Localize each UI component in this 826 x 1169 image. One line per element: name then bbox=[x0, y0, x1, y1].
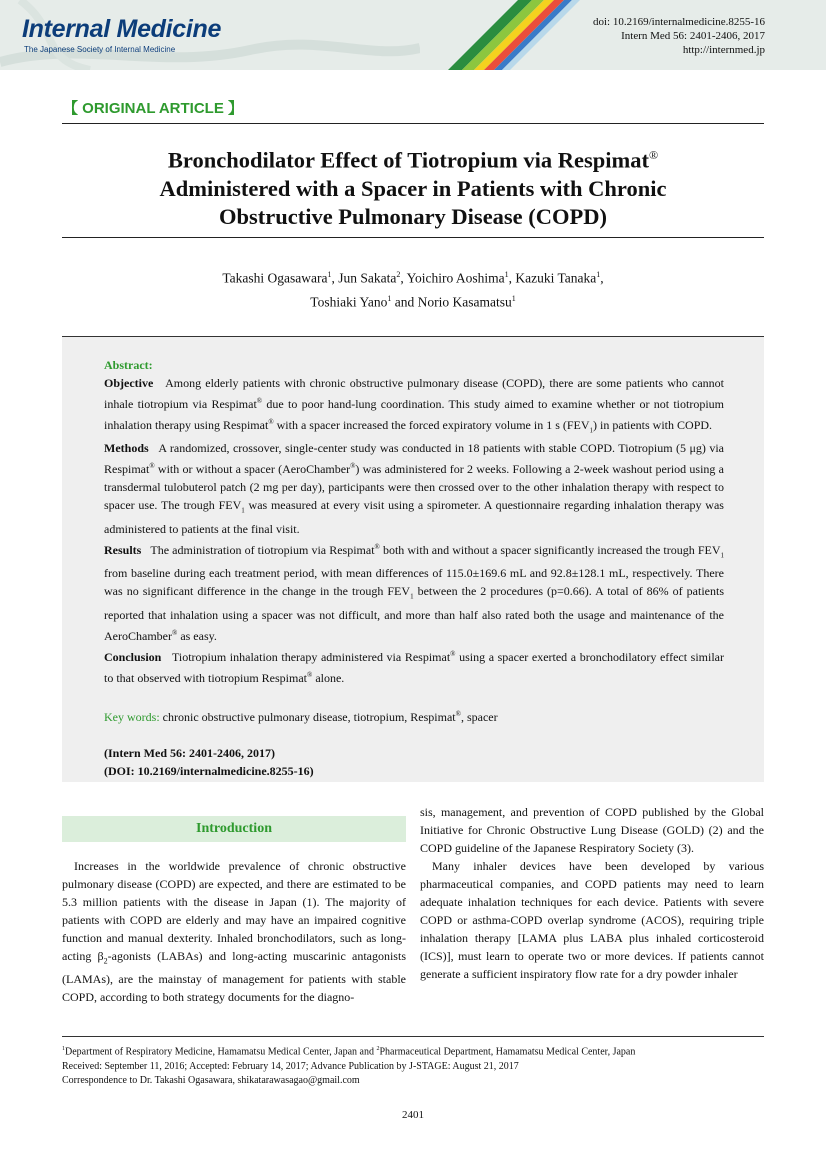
abstract-methods: Methods A randomized, crossover, single-center study was conducted in 18 patients with stable COPD. Tiotropium (5 μg) via Respimat® with or without a spacer (AeroChamber®) was administered for 2 weeks. Following a 2-week washout period using a transdermal tulobuterol patch (2 mg per day), participants were then crossed over to the other inhalation therapy with respect to spacer use. The trough $FEV_1$ was measured at every visit using a spirometer. A questionnaire regarding inhalation therapy was administered to patients at the final visit. bbox=[104, 441, 725, 536]
affiliations: $^1$Department of Respiratory Medicine, Hamamatsu Medical Center, Japan and $^2$Pharmaceutical Department, Hamamatsu Medical Center, Japan bbox=[62, 1046, 636, 1058]
author-name: Jun Sakata bbox=[338, 270, 397, 286]
author-name: Norio Kasamatsu bbox=[417, 294, 512, 309]
right-column bbox=[420, 803, 764, 983]
abstract-body bbox=[104, 356, 724, 780]
abstract-box bbox=[62, 337, 764, 782]
doi-line: doi: 10.2169/internalmedicine.8255-16 bbox=[593, 16, 765, 28]
footnote-divider bbox=[62, 1036, 764, 1037]
author-list: Takashi Ogasawara$^1$, Jun Sakata$^2$, Yoichiro Aoshima$^1$, Kazuki Tanaka$^1$, Toshiaki Yano$^1$ and Norio Kasamatsu$^1$ bbox=[222, 270, 604, 309]
citation-block-2: (DOI: 10.2169/internalmedicine.8255-16) bbox=[104, 763, 314, 778]
abstract-results: Results The administration of tiotropium via Respimat® both with and without a spacer significantly increased the trough $FEV_1$ from baseline during each treatment period, with mean differences of 115.0±169.6 mL and 92.8±128.1 mL, respectively. There was no significant difference in the change in the trough $FEV_1$ between the 2 procedures (p=0.66). A total of 86% of patients reported that inhalation using a spacer was not difficult, and more than half also rated both the usage and maintenance of the AeroChamber® as easy. bbox=[104, 542, 724, 643]
footnote bbox=[62, 1042, 764, 1089]
keywords-label: Key words: bbox=[104, 709, 160, 724]
received-dates: Received: September 11, 2016; Accepted: February 14, 2017; Advance Publication by J-STAGE: August 21, 2017 bbox=[62, 1060, 519, 1072]
abstract-heading: Abstract: bbox=[104, 358, 153, 372]
author-name: Yoichiro Aoshima bbox=[406, 270, 505, 286]
title-divider bbox=[62, 237, 764, 238]
correspondence: Correspondence to Dr. Takashi Ogasawara, shikatarawasagao@gmail.com bbox=[62, 1075, 360, 1087]
journal-url[interactable]: http://internmed.jp bbox=[682, 44, 765, 56]
intro-paragraph-1-cont: sis, management, and prevention of COPD published by the Global Initiative for Chronic Obstructive Lung Disease (GOLD) (2) and the COPD guideline of the Japanese Respiratory Society (3). bbox=[420, 805, 764, 855]
header-stripes-decoration bbox=[440, 0, 590, 70]
introduction-heading: Introduction bbox=[62, 816, 406, 842]
author-name: Kazuki Tanaka bbox=[515, 270, 597, 286]
intro-paragraph-1: Increases in the worldwide prevalence of chronic obstructive pulmonary disease (COPD) are expected, and there are estimated to be 5.3 million patients with the disease in Japan (1). The majority of patients with COPD are elderly and may have an impaired cognitive function and manual dexterity. Inhaled bronchodilators, such as long-acting $\beta_2$-agonists (LABAs) and long-acting muscarinic antagonists (LAMAs), are the mainstay of management for patients with stable COPD, according to both strategy documents for the diagno- bbox=[62, 859, 406, 1005]
journal-logo-name: Internal Medicine bbox=[22, 15, 222, 43]
abstract-objective: Objective Among elderly patients with chronic obstructive pulmonary disease (COPD), there are some patients who cannot inhale tiotropium via Respimat® due to poor hand-lung coordination. This study aimed to examine whether or not tiotropium inhalation therapy using Respimat® with a spacer increased the forced expiratory volume in 1 s $(FEV_1)$ in patients with COPD. bbox=[104, 376, 724, 435]
citation-block-1: (Intern Med 56: 2401-2406, 2017) bbox=[104, 745, 275, 760]
citation-line: Intern Med 56: 2401-2406, 2017 bbox=[621, 30, 765, 42]
top-divider bbox=[62, 123, 764, 124]
author-name: Takashi Ogasawara bbox=[222, 270, 328, 286]
left-column bbox=[62, 857, 406, 1006]
keywords: Key words: chronic obstructive pulmonary disease, tiotropium, Respimat®, spacer bbox=[104, 709, 498, 724]
article-title: Bronchodilator Effect of Tiotropium via Respimat® Administered with a Spacer in Patients with Chronic Obstructive Pulmonary Disease (COPD) bbox=[159, 147, 667, 229]
article-type-label: 【 ORIGINAL ARTICLE 】 bbox=[63, 100, 244, 117]
author-name: Toshiaki Yano bbox=[310, 294, 388, 309]
journal-society-name: The Japanese Society of Internal Medicine bbox=[24, 45, 176, 54]
intro-paragraph-2: Many inhaler devices have been developed by various pharmaceutical companies, and COPD patients may need to learn adequate inhalation techniques for each device. Patients with severe COPD or asthma-COPD overlap syndrome (ACOS), requiring triple inhalation therapy [LAMA plus LABA plus inhaled corticosteroid (ICS)], must learn to operate two or more devices. If patients cannot generate a sufficient inspiratory flow rate for a dry powder inhaler bbox=[420, 859, 764, 981]
abstract-conclusion: Conclusion Tiotropium inhalation therapy administered via Respimat® using a spacer exerted a bronchodilatory effect similar to that observed with tiotropium Respimat® alone. bbox=[104, 649, 724, 685]
page-number: 2401 bbox=[402, 1109, 424, 1121]
